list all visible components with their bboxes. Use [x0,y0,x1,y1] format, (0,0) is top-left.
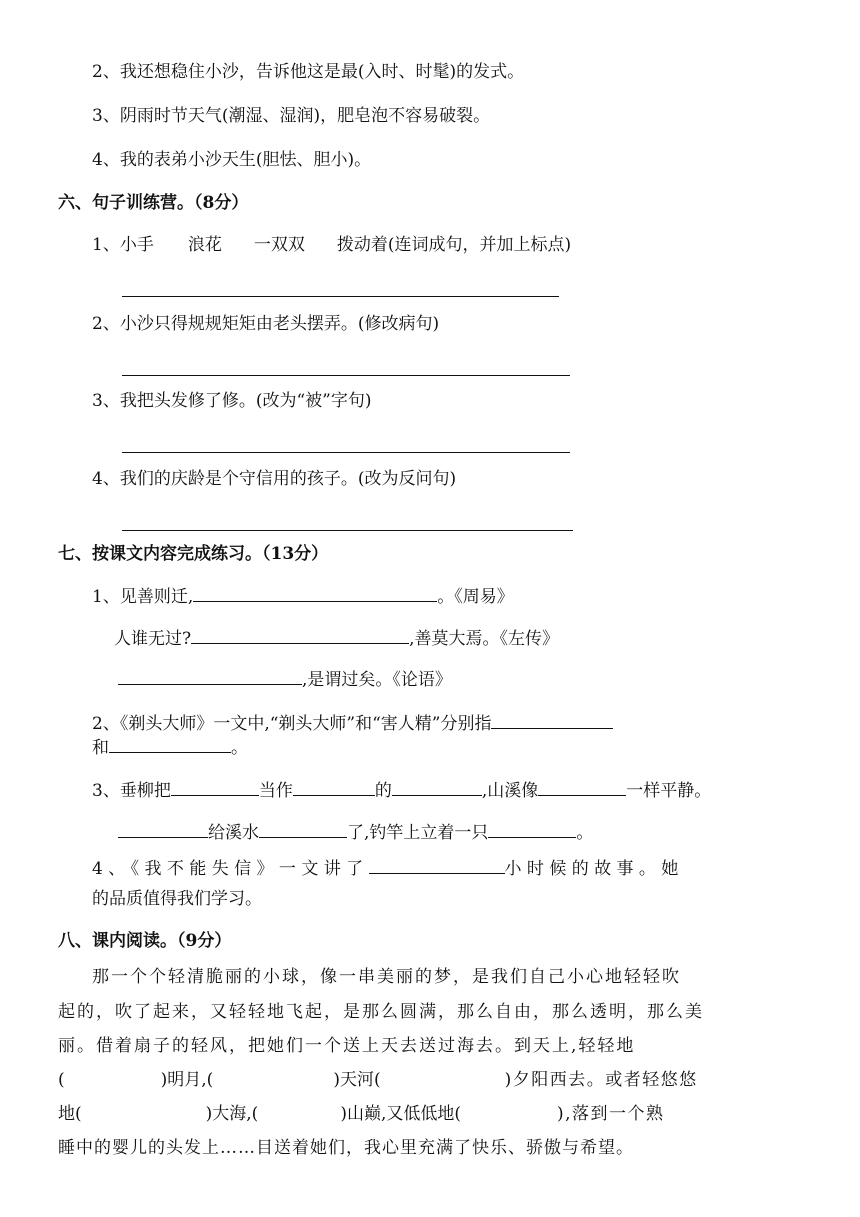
q7-3d-text: ,山溪像 [481,781,539,801]
q7-1b-source: ,善莫大焉。《左传》 [409,629,560,649]
r4-open: ( [58,1070,65,1090]
q7-1b-text: 人谁无过? [114,629,192,649]
question-7-4b: 的品质值得我们学习。 [92,889,262,909]
question-6-2: 2、小沙只得规规矩矩由老头摆弄。(修改病句) [92,314,440,334]
blank-7-3-7[interactable] [488,819,576,838]
question-7-4a [92,855,684,881]
blank-7-3-5[interactable] [118,819,208,838]
question-7-3a [92,777,711,803]
question-5-3: 3、阴雨时节天气(潮湿、湿润)，肥皂泡不容易破裂。 [92,106,491,126]
word-4-instruction: 拨动着(连词成句，并加上标点) [336,235,572,255]
q7-4b-text: 小时候的故事。她 [504,859,684,879]
question-7-1c [118,666,452,692]
q7-2-text: 2、《剃头大师》一文中,“剃头大师”和“害人精”分别指 [92,714,492,734]
r4-sunset: )夕阳西去。或者轻悠悠 [504,1070,698,1090]
word-1: 1、小手 [92,235,154,255]
word-3: 一双双 [253,235,305,255]
blank-7-3-4[interactable] [538,777,626,796]
q7-3f-text: 给溪水 [208,823,259,843]
q7-2-and: 和 [92,738,109,758]
question-7-2a [92,710,613,736]
r5-end: ),落到一个熟 [556,1104,665,1124]
q7-1c-source: ,是谓过矣。《论语》 [302,670,452,690]
question-7-3b [118,819,593,845]
blank-7-4[interactable] [369,855,505,874]
q7-1a-text: 1、见善则迁, [92,587,194,607]
q7-3b-text: 当作 [258,781,293,801]
q7-3a-text: 3、垂柳把 [92,781,171,801]
blank-7-2a[interactable] [491,710,613,729]
section-7-heading: 七、按课文内容完成练习。（13分） [58,544,329,564]
q7-1a-source: 。《周易》 [437,587,514,607]
blank-7-3-3[interactable] [392,777,482,796]
answer-line-6-1[interactable] [122,296,559,297]
answer-line-6-4[interactable] [122,530,573,531]
question-6-4: 4、我们的庆龄是个守信用的孩子。(改为反问句) [92,469,457,489]
answer-line-6-2[interactable] [122,375,570,376]
q7-4a-text: 4、《我不能失信》一文讲了 [92,859,369,879]
r5-peak: )山巅,又低低地( [340,1104,461,1124]
r5-sea: )大海,( [205,1104,259,1124]
r5-open: 地( [58,1104,82,1124]
r4-moon: )明月,( [160,1070,214,1090]
blank-7-3-6[interactable] [259,819,347,838]
q7-3e-text: 一样平静。 [626,781,712,801]
question-7-1a [92,583,514,609]
reading-line-1: 那一个个轻清脆丽的小球，像一串美丽的梦，是我们自己小心地轻轻吹 [92,967,681,987]
blank-7-1a[interactable] [193,583,437,602]
question-7-2b [92,734,248,760]
section-6-heading: 六、句子训练营。（8分） [58,193,249,213]
reading-line-6: 睡中的婴儿的头发上……目送着她们，我心里充满了快乐、骄傲与希望。 [58,1138,634,1158]
q7-3g-text: 了,钓竿上立着一只 [347,823,489,843]
blank-7-3-2[interactable] [293,777,375,796]
question-5-4: 4、我的表弟小沙天生(胆怯、胆小)。 [92,150,372,170]
reading-line-4 [58,1068,698,1092]
blank-7-3-1[interactable] [171,777,259,796]
reading-line-5 [58,1102,665,1126]
question-7-1b [114,625,559,651]
blank-7-1c[interactable] [118,666,302,685]
q7-3c-text: 的 [374,781,392,801]
r4-river: )天河( [333,1070,381,1090]
blank-7-2b[interactable] [109,734,231,753]
q7-2-end: 。 [231,738,248,758]
reading-line-3: 丽。借着扇子的轻风，把她们一个送上天去送过海去。到天上,轻轻地 [58,1036,636,1056]
blank-7-1b[interactable] [191,625,409,644]
question-6-3: 3、我把头发修了修。(改为“被”字句) [92,391,372,411]
q7-3h-text: 。 [576,823,594,843]
answer-line-6-3[interactable] [122,452,570,453]
reading-line-2: 起的，吹了起来，又轻轻地飞起，是那么圆满，那么自由，那么透明，那么美 [58,1002,704,1022]
section-8-heading: 八、课内阅读。（9分） [58,931,232,951]
word-2: 浪花 [187,235,222,255]
question-6-1 [92,233,571,257]
question-5-2: 2、我还想稳住小沙，告诉他这是最(入时、时髦)的发式。 [92,62,525,82]
